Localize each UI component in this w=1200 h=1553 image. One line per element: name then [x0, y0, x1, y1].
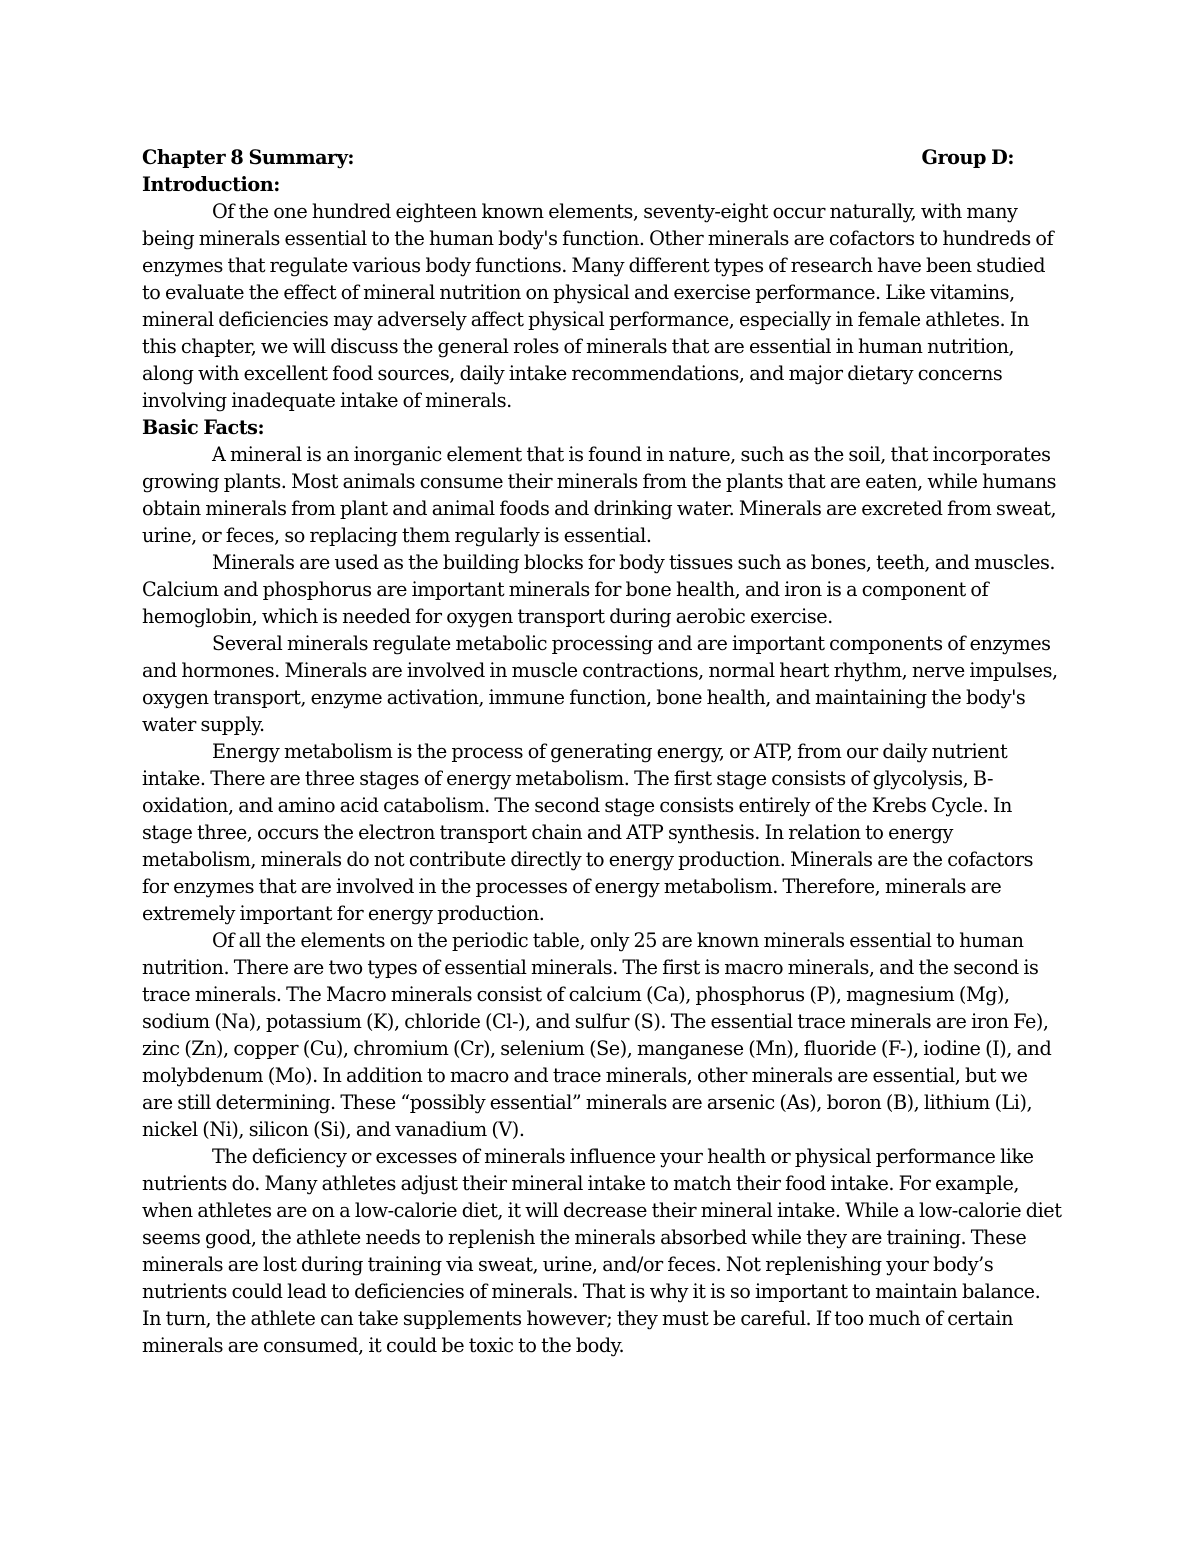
paragraph: Of the one hundred eighteen known elements, seventy-eight occur naturally, with many being minerals essential to the human body's function. Other minerals are cofactors to hundreds of enzymes that regulate various body functions. Many different types of research have been studied to evaluate the effect of mineral nutrition on physical and exercise performance. Like vitamins, mineral deficiencies may adversely affect physical performance, especially in female athletes. In this chapter, we will discuss the general roles of minerals that are essential in human nutrition, along with excellent food sources, daily intake recommendations, and major dietary concerns involving inadequate intake of minerals. — [142, 200, 1054, 412]
section-basic-facts — [142, 414, 1062, 1359]
paragraph: Energy metabolism is the process of generating energy, or ATP, from our daily nutrient intake. There are three stages of energy metabolism. The first stage consists of glycolysis, B-oxidation, and amino acid catabolism. The second stage consists entirely of the Krebs Cycle. In stage three, occurs the electron transport chain and ATP synthesis. In relation to energy metabolism, minerals do not contribute directly to energy production. Minerals are the cofactors for enzymes that are involved in the processes of energy metabolism. Therefore, minerals are extremely important for energy production. — [142, 740, 1034, 925]
paragraph: The deficiency or excesses of minerals influence your health or physical performance like nutrients do. Many athletes adjust their mineral intake to match their food intake. For example, when athletes are on a low-calorie diet, it will decrease their mineral intake. While a low-calorie diet seems good, the athlete needs to replenish the minerals absorbed while they are training. These minerals are lost during training via sweat, urine, and/or feces. Not replenishing your body’s nutrients could lead to deficiencies of minerals. That is why it is so important to maintain balance. In turn, the athlete can take supplements however; they must be careful. If too much of certain minerals are consumed, it could be toxic to the body. — [142, 1145, 1062, 1357]
document-title: Chapter 8 Summary: — [142, 146, 355, 169]
paragraph: A mineral is an inorganic element that is found in nature, such as the soil, that incorporates growing plants. Most animals consume their minerals from the plants that are eaten, while humans obtain minerals from plant and animal foods and drinking water. Minerals are excreted from sweat, urine, or feces, so replacing them regularly is essential. — [142, 443, 1057, 547]
group-label: Group D: — [921, 146, 1014, 169]
paragraph: Minerals are used as the building blocks for body tissues such as bones, teeth, and muscles. Calcium and phosphorus are important minerals for bone health, and iron is a component of hemoglobin, which is needed for oxygen transport during aerobic exercise. — [142, 551, 1056, 628]
section-heading: Basic Facts: — [142, 416, 265, 439]
section-heading: Introduction: — [142, 173, 280, 196]
title-row — [142, 144, 1014, 171]
paragraph: Of all the elements on the periodic table, only 25 are known minerals essential to human nutrition. There are two types of essential minerals. The first is macro minerals, and the second is trace minerals. The Macro minerals consist of calcium (Ca), phosphorus (P), magnesium (Mg), sodium (Na), potassium (K), chloride (Cl-), and sulfur (S). The essential trace minerals are iron Fe), zinc (Zn), copper (Cu), chromium (Cr), selenium (Se), manganese (Mn), fluoride (F-), iodine (I), and molybdenum (Mo). In addition to macro and trace minerals, other minerals are essential, but we are still determining. These “possibly essential” minerals are arsenic (As), boron (B), lithium (Li), nickel (Ni), silicon (Si), and vanadium (V). — [142, 929, 1052, 1141]
document-body — [142, 144, 1062, 1359]
paragraph: Several minerals regulate metabolic processing and are important components of enzymes and hormones. Minerals are involved in muscle contractions, normal heart rhythm, nerve impulses, oxygen transport, enzyme activation, immune function, bone health, and maintaining the body's water supply. — [142, 632, 1058, 736]
section-introduction — [142, 171, 1062, 414]
